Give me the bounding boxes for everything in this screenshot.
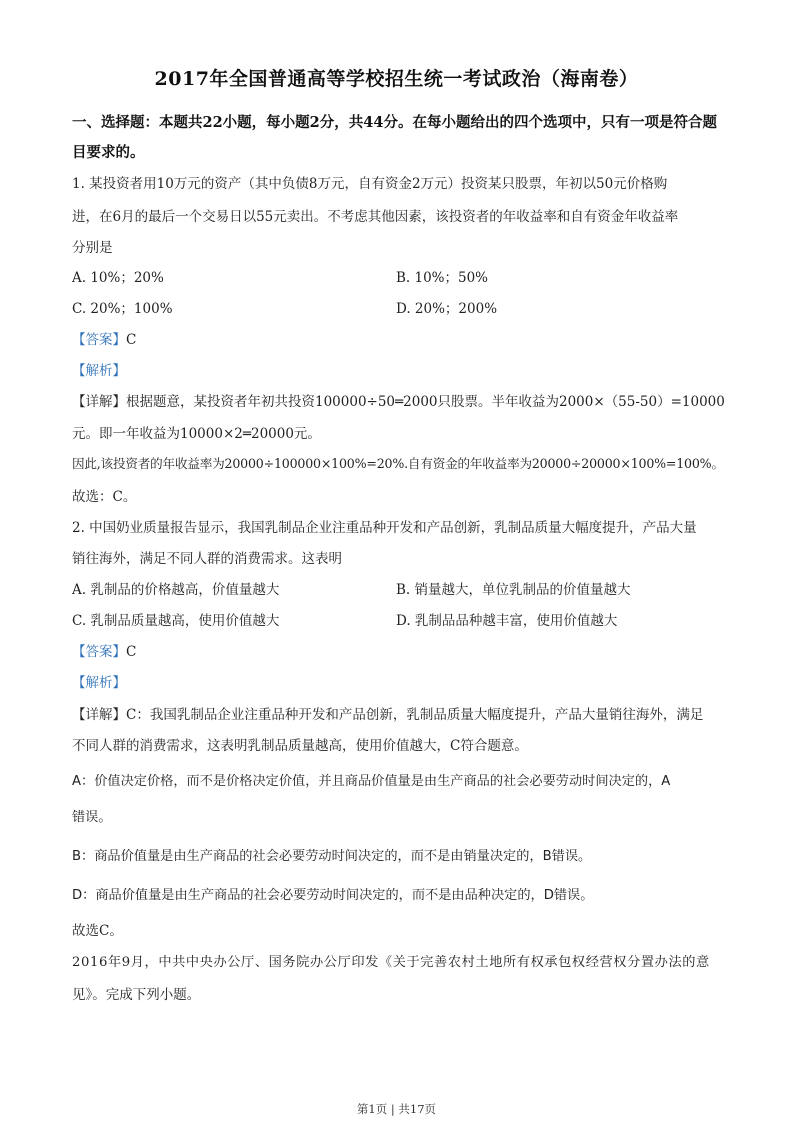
q2-option-b: B. 销量越大，单位乳制品的价值量越大 bbox=[396, 582, 631, 598]
q2-detail-line-1 bbox=[72, 703, 703, 723]
q3-intro-line-2: 见》。完成下列小题。 bbox=[72, 987, 201, 1003]
q1-analysis bbox=[72, 359, 126, 379]
q1-option-a: A. 10%；20% bbox=[72, 270, 164, 286]
page-footer: 第1页 | 共17页 bbox=[356, 1102, 437, 1116]
q1-stem-line-1: 1. 某投资者用10万元的资产（其中负债8万元，自有资金2万元）投资某只股票，年初以50元价格购 bbox=[72, 176, 668, 192]
q2-option-c: C. 乳制品质量越高，使用价值越大 bbox=[72, 613, 280, 629]
q2-stem-line-2: 销往海外，满足不同人群的消费需求。这表明 bbox=[72, 551, 342, 567]
document-title: 2017年全国普通高等学校招生统一考试政治（海南卷） bbox=[154, 68, 639, 90]
q1-option-c: C. 20%；100% bbox=[72, 301, 173, 317]
q2-stem-line-1: 2. 中国奶业质量报告显示，我国乳制品企业注重品种开发和产品创新，乳制品质量大幅度提升，产品大量 bbox=[72, 520, 697, 536]
q2-answer bbox=[72, 640, 136, 660]
section-heading: 一、选择题：本题共22小题，每小题2分，共44分。在每小题给出的四个选项中，只有一项是符合题目要求的。 bbox=[72, 114, 717, 161]
q2-detail-line-7: 故选C。 bbox=[72, 923, 123, 939]
q2-option-d: D. 乳制品品种越丰富，使用价值越大 bbox=[396, 613, 618, 629]
q1-stem-line-3: 分别是 bbox=[72, 240, 113, 256]
q2-detail-line-3: A：价值决定价格，而不是价格决定价值，并且商品价值量是由生产商品的社会必要劳动时间决定的，A bbox=[72, 774, 671, 789]
q2-detail-line-2: 不同人群的消费需求，这表明乳制品质量越高，使用价值越大，C符合题意。 bbox=[72, 738, 528, 754]
answer-tag: 【答案】 bbox=[72, 644, 126, 660]
q1-option-d: D. 20%；200% bbox=[396, 301, 498, 317]
analysis-tag: 【解析】 bbox=[72, 363, 126, 379]
q1-detail-line-2: 元。即一年收益为10000×2═20000元。 bbox=[72, 426, 321, 442]
q1-detail-line-4: 故选：C。 bbox=[72, 489, 137, 505]
q2-detail-line-6: D：商品价值量是由生产商品的社会必要劳动时间决定的，而不是由品种决定的，D错误。 bbox=[72, 888, 594, 903]
q3-intro-line-1: 2016年9月，中共中央办公厅、国务院办公厅印发《关于完善农村土地所有权承包权经营权分置办法的意 bbox=[72, 955, 710, 970]
q2-analysis bbox=[72, 671, 126, 691]
q2-detail-line-4: 错误。 bbox=[72, 810, 112, 825]
answer-value: C bbox=[126, 644, 137, 660]
detail-tag: 【详解】 bbox=[72, 394, 126, 410]
q1-option-b: B. 10%；50% bbox=[396, 270, 489, 286]
q1-detail-line-3: 因此,该投资者的年收益率为20000÷100000×100%=20%.自有资金的年收益率为20000÷20000×100%=100%。 bbox=[72, 456, 724, 471]
detail-text: 根据题意，某投资者年初共投资100000÷50═2000只股票。半年收益为2000×（55-50）=10000 bbox=[126, 394, 725, 410]
q2-detail-line-5: B：商品价值量是由生产商品的社会必要劳动时间决定的，而不是由销量决定的，B错误。 bbox=[72, 849, 592, 864]
q1-detail-line-1 bbox=[72, 390, 725, 410]
q1-stem-line-2: 进，在6月的最后一个交易日以55元卖出。不考虑其他因素，该投资者的年收益率和自有资金年收益率 bbox=[72, 209, 679, 225]
q2-option-a: A. 乳制品的价格越高，价值量越大 bbox=[72, 582, 280, 598]
detail-text: C：我国乳制品企业注重品种开发和产品创新，乳制品质量大幅度提升，产品大量销往海外，满足 bbox=[126, 707, 704, 723]
q1-answer bbox=[72, 328, 136, 348]
analysis-tag: 【解析】 bbox=[72, 675, 126, 691]
detail-tag: 【详解】 bbox=[72, 707, 126, 723]
answer-value: C bbox=[126, 332, 137, 348]
answer-tag: 【答案】 bbox=[72, 332, 126, 348]
